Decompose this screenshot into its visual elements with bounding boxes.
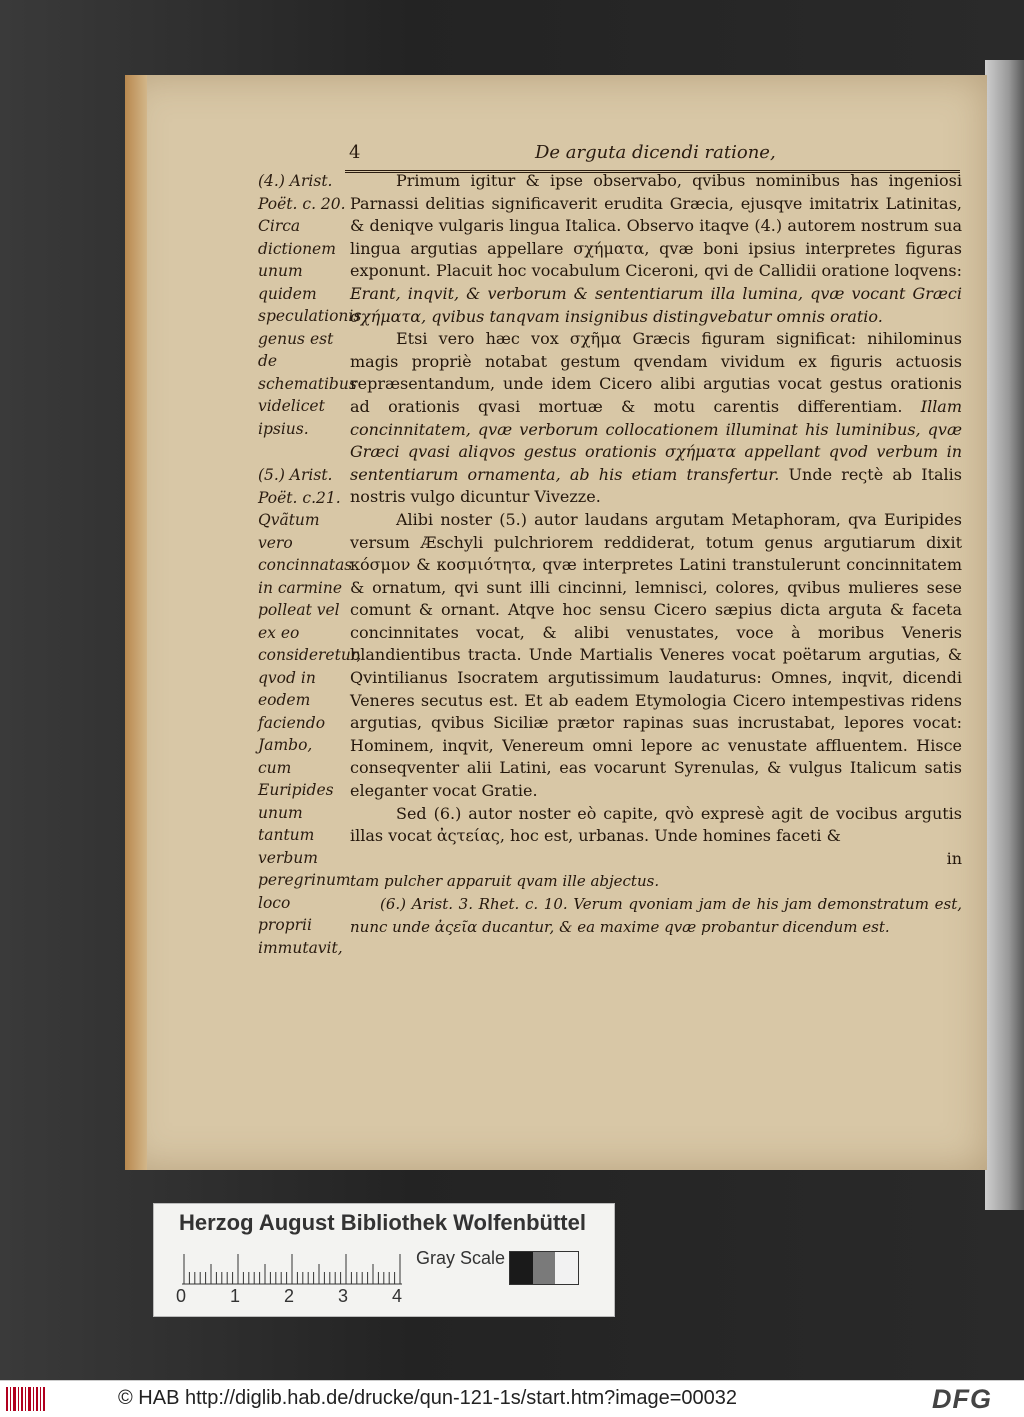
ruler-number-0: 0 [176,1286,187,1306]
paragraph-2-end: Unde reςtè ab Italis nostris vulgo dicuntur Vivezze. [350,464,963,507]
footnote-continuation: tam pulcher apparuit qvam ille abjectus. [350,872,660,891]
paragraph-3: Alibi noster (5.) autor laudans argutam Metaphoram, qva Euripides versum Æschyli pulchriorem reddiderat, totum genus argutiarum dixit κόσμον & κοσμιότητα, qvæ interpretes Latini transtulerunt concinnitatem & ornatum, qvi sunt illi cincinni, lemnisci, colores, qvibus mulieres sese comunt & ornant. Atqve hoc sensu Cicero sæpius dicta arguta & faceta concinnitates vocat, & alibi venustates, voce à moribus Veneris blandientibus tracta. Unde Martialis Veneres vocat poëtarum argutias, & Qvintilianus Isocratem argutissimum laudaturus: Omnes, inqvit, dicendi Veneres secutus est. Et ab eadem Etymologia Cicero intempestivas ridens argutias, qvibus Siciliæ prætor rapinas suas incrustabat, lepores vocat: Hominem, inqvit, Venereum omni lepore ac venustate affluentem. Hisce conseqventer alii Latini, eas vocarunt Syrenulas, & vulgus Italicum satis eleganter vocat Gratie. [350,509,962,801]
paragraph-1-quote: Erant, inqvit, & verborum & sententiarum illa lumina, qvæ vocant Græci σχήματα, qvibus tanqvam insignibus distingvebatur omnis oratio. [350,283,962,326]
paragraph-2 [350,328,962,509]
gray-scale-label: Gray Scale [416,1248,506,1268]
paragraph-4: Sed (6.) autor noster eò capite, qvò expresè agit de vocibus argutis illas vocat ἀςτείας, hoc est, urbanas. Unde homines faceti & [350,803,962,846]
dfg-logo: DFG [932,1384,992,1414]
paragraph-1-text: Primum igitur & ipse observabo, qvibus nominibus has ingeniosi Parnassi delitias significaverit erudita Græcia, ejusqve imitatrix Latinitas, & deniqve vulgaris lingua Italica. Observo itaqve (4.) autorem nostrum sua lingua argutias appellare σχήματα, qvæ boni ipsius interpretes figuras exponunt. Placuit hoc vocabulum Ciceroni, qvi de Callidii oratione loqvens: [350,171,962,281]
main-text [350,170,962,938]
swatch-dark [510,1252,533,1284]
color-reference-card [153,1203,615,1317]
swatch-light [555,1252,578,1284]
library-name: Herzog August Bibliothek Wolfenbüttel [179,1210,586,1235]
running-header [345,140,960,173]
page-number: 4 [349,142,361,163]
ruler-scale [182,1250,402,1286]
ruler-number-3: 3 [338,1286,349,1306]
paragraph-2-text: Etsi vero hæc vox σχῆμα Græcis figuram significat: nihilominus magis propriè notabat gestum qvendam vividum ex figuris actuosis repræsentandum, unde idem Cicero alibi argutias vocat gestus orationis ad orationis qvasi mortuæ & motu carentis differentiam. [350,329,962,416]
gray-scale-swatches [509,1251,579,1285]
copyright-link[interactable]: © HAB http://diglib.hab.de/drucke/qun-121-1s/start.htm?image=00032 [118,1387,737,1409]
page-gutter-edge [125,75,147,1170]
margin-note-4: (4.) Arist. Poët. c. 20. Circa dictionem unum quidem speculationis genus est de schematibus videlicet ipsius. [258,172,362,438]
barcode-icon [6,1387,46,1411]
paragraph-1 [350,170,962,328]
viewer-footer [0,1380,1024,1417]
adjacent-page-edge [985,60,1024,1210]
ruler-number-1: 1 [230,1286,241,1306]
ruler-number-2: 2 [284,1286,295,1306]
paragraph-2-quote: Illam concinnitatem, qvæ verborum collocationem illuminat his luminibus, qvæ Græci qvasi aliqvos gestus orationis σχήματα appellant qvod verbum in sententiarum ornamenta, ab his etiam transfertur. [350,396,963,484]
footnote-6: (6.) Arist. 3. Rhet. c. 10. Verum qvoniam jam de his jam demonstratum est, nunc unde ἀςεῖα ducantur, & ea maxime qvæ probantur dicendum est. [350,895,962,936]
swatch-mid [533,1252,556,1284]
margin-notes [258,170,362,959]
ruler-number-4: 4 [392,1286,403,1306]
catchword: in [946,848,962,868]
running-title: De arguta dicendi ratione, [535,142,776,163]
margin-note-5: (5.) Arist. Poët. c.21. Qvãtum vero concinnatas in carmine polleat vel ex eo consideretur, qvod in eodem faciendo Jambo, cum Euripides unum tantum verbum peregrinum loco proprii immutavit, [258,466,362,957]
